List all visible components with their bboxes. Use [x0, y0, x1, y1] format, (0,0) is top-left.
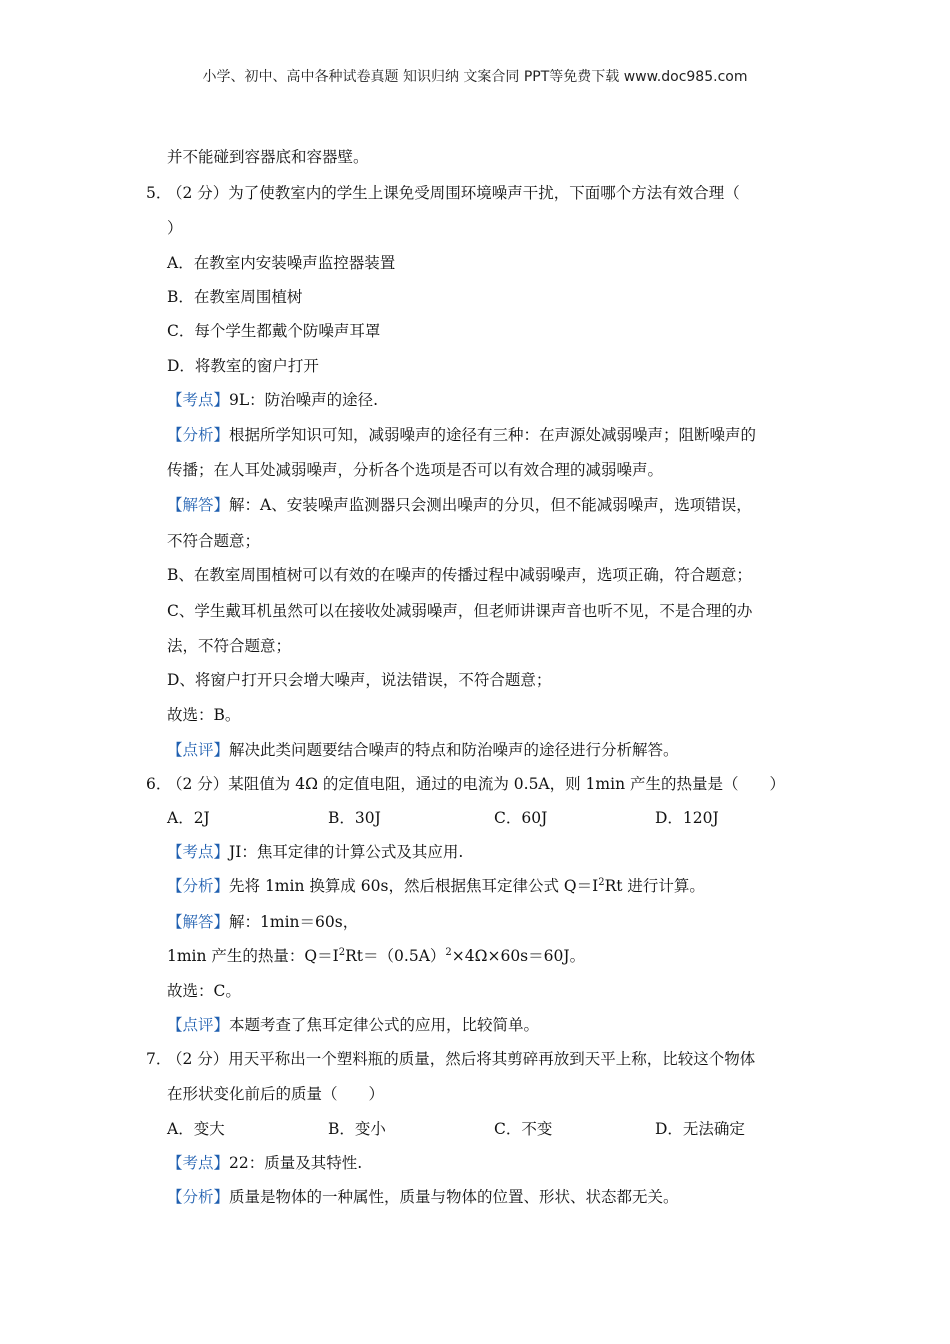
jieda-text: 解：1min＝60s，: [229, 913, 359, 931]
superscript: 2: [445, 946, 452, 958]
dianping-text: 解决此类问题要结合噪声的特点和防治噪声的途径进行分析解答。: [229, 741, 679, 759]
jieda-text: 法，不符合题意；: [167, 637, 292, 655]
kaodian-text: JI：焦耳定律的计算公式及其应用.: [229, 843, 464, 861]
fenxi-line: [167, 425, 756, 445]
question-number: 6．: [146, 775, 172, 793]
fenxi-tag: 【分析】: [167, 1188, 230, 1206]
fenxi-tag: 【分析】: [167, 426, 230, 444]
option-d: D．将教室的窗户打开: [167, 357, 319, 375]
question-stem: （2 分）用天平称出一个塑料瓶的质量，然后将其剪碎再放到天平上称，比较这个物体: [167, 1050, 756, 1068]
question-stem: 在形状变化前后的质量（ ）: [167, 1085, 385, 1103]
option-a: A．变大: [167, 1120, 225, 1138]
jieda-tag: 【解答】: [167, 913, 230, 931]
kaodian-line: [167, 1153, 362, 1173]
option-d: D．120J: [655, 809, 719, 827]
jieda-text: 故选：B。: [167, 706, 241, 724]
jieda-tag: 【解答】: [167, 496, 230, 514]
fenxi-text: 先将 1min 换算成 60s，然后根据焦耳定律公式 Q＝I: [229, 877, 599, 895]
option-b: B．在教室周围植树: [167, 288, 303, 306]
dianping-line: [167, 1015, 539, 1035]
jieda-text: B、在教室周围植树可以有效的在噪声的传播过程中减弱噪声，选项正确，符合题意；: [167, 566, 752, 584]
jieda-text: 不符合题意；: [167, 532, 261, 550]
option-a: A．在教室内安装噪声监控器装置: [167, 254, 396, 272]
question-number: 5．: [146, 184, 172, 202]
dianping-tag: 【点评】: [167, 1016, 230, 1034]
superscript: 2: [338, 946, 346, 958]
jieda-text: 解：A、安装噪声监测器只会测出噪声的分贝，但不能减弱噪声，选项错误，: [229, 496, 752, 514]
kaodian-line: [167, 390, 378, 410]
jieda-line: [167, 495, 752, 515]
fenxi-line: [167, 876, 705, 896]
kaodian-tag: 【考点】: [167, 843, 230, 861]
fenxi-tag: 【分析】: [167, 877, 230, 895]
jieda-text: 1min 产生的热量：$Q=I^2Rt=(0.5A)^2\times 4\Omega\times 60s=60J$。: [167, 946, 586, 965]
kaodian-line: [167, 842, 463, 862]
option-c: C．不变: [494, 1120, 553, 1138]
question-stem: （2 分）某阻值为 4Ω 的定值电阻，通过的电流为 0.5A，则 1min 产生的热量是（ ）: [167, 775, 785, 793]
option-c: C．每个学生都戴个防噪声耳罩: [167, 322, 381, 340]
fenxi-text: 质量是物体的一种属性，质量与物体的位置、形状、状态都无关。: [229, 1188, 679, 1206]
kaodian-text: 9L：防治噪声的途径.: [229, 391, 379, 409]
question-number: 7．: [146, 1050, 172, 1068]
jieda-text: 故选：C。: [167, 982, 241, 1000]
option-b: B．30J: [328, 809, 381, 827]
fenxi-text: Rt 进行计算。: [604, 877, 705, 895]
dianping-line: [167, 740, 679, 760]
page-header: 小学、初中、高中各种试卷真题 知识归纳 文案合同 PPT等免费下载 www.doc985.com: [202, 69, 748, 85]
kaodian-tag: 【考点】: [167, 391, 230, 409]
kaodian-text: 22：质量及其特性.: [229, 1154, 363, 1172]
question-stem: （2 分）为了使教室内的学生上课免受周围环境噪声干扰，下面哪个方法有效合理（: [167, 184, 740, 202]
fenxi-text: 根据所学知识可知，减弱噪声的途径有三种：在声源处减弱噪声；阻断噪声的: [229, 426, 757, 444]
jieda-line: [167, 912, 358, 932]
question-stem: ）: [167, 219, 183, 237]
kaodian-tag: 【考点】: [167, 1154, 230, 1172]
jieda-text: D、将窗户打开只会增大噪声，说法错误，不符合题意；: [167, 671, 552, 689]
jieda-text: C、学生戴耳机虽然可以在接收处减弱噪声，但老师讲课声音也听不见，不是合理的办: [167, 602, 753, 620]
option-d: D．无法确定: [655, 1120, 745, 1138]
fenxi-line: [167, 1187, 679, 1207]
fenxi-text: 传播；在人耳处减弱噪声，分析各个选项是否可以有效合理的减弱噪声。: [167, 461, 664, 479]
option-a: A．2J: [167, 809, 210, 827]
text-line: 并不能碰到容器底和容器壁。: [167, 148, 369, 166]
superscript: 2: [598, 876, 605, 888]
dianping-text: 本题考查了焦耳定律公式的应用，比较简单。: [229, 1016, 540, 1034]
option-b: B．变小: [328, 1120, 386, 1138]
dianping-tag: 【点评】: [167, 741, 230, 759]
option-c: C．60J: [494, 809, 548, 827]
